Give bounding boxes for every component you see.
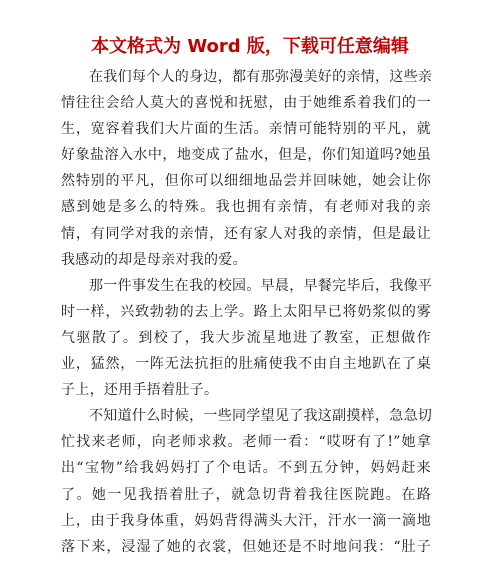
paragraph-1-line-7: 情，有同学对我的亲情，还有家人对我的亲情，但是最让 — [61, 225, 431, 242]
paragraph-1-line-2: 情往往会给人莫大的喜悦和抚慰，由于她维系着我们的一 — [61, 95, 431, 112]
paragraph-2-line-5: 子上，还用手捂着肚子。 — [61, 382, 219, 399]
paragraph-2-line-3: 气驱散了。到校了，我大步流星地进了教室，正想做作 — [61, 329, 431, 346]
paragraph-3-line-5: 上，由于我身体重，妈妈背得满头大汗，汗水一滴一滴地 — [61, 512, 431, 529]
paragraph-3-line-2: 忙找来老师，向老师求救。老师一看：“哎呀有了!”她拿 — [61, 434, 431, 451]
paragraph-3-line-4: 了。她一见我捂着肚子，就急切背着我往医院跑。在路 — [61, 486, 431, 503]
paragraph-1-line-5: 然特别的平凡，但你可以细细地品尝并回味她，她会让你 — [61, 173, 431, 190]
paragraph-2-line-1: 那一件事发生在我的校园。早晨，早餐完毕后，我像平 — [89, 277, 433, 294]
paragraph-3-line-1: 不知道什么时候，一些同学望见了我这副摸样，急急切 — [89, 408, 433, 425]
paragraph-1-line-6: 感到她是多么的特殊。我也拥有亲情，有老师对我的亲 — [61, 199, 431, 216]
paragraph-1-line-8: 我感动的却是母亲对我的爱。 — [61, 251, 247, 268]
paragraph-2-line-2: 时一样，兴致勃勃的去上学。路上太阳早已将奶浆似的雾 — [61, 303, 431, 320]
document-body — [61, 64, 431, 560]
paragraph-3-line-6: 落下来，浸湿了她的衣裳，但她还是不时地问我：“肚子 — [61, 538, 431, 555]
paragraph-2-line-4: 业，猛然，一阵无法抗拒的肚痛使我不由自主地趴在了桌 — [61, 356, 431, 373]
paragraph-1-line-4: 好象盐溶入水中，地变成了盐水，但是，你们知道吗?她虽 — [61, 147, 431, 164]
paragraph-1-line-1: 在我们每个人的身边，都有那弥漫美好的亲情，这些亲 — [89, 69, 433, 85]
paragraph-1-line-3: 生，宽容着我们大片面的生活。亲情可能特别的平凡，就 — [61, 121, 431, 138]
document-title: 本文格式为 Word 版，下载可任意编辑 — [91, 36, 409, 57]
paragraph-3-line-3: 出“宝物”给我妈妈打了个电话。不到五分钟，妈妈赶来 — [61, 460, 431, 477]
